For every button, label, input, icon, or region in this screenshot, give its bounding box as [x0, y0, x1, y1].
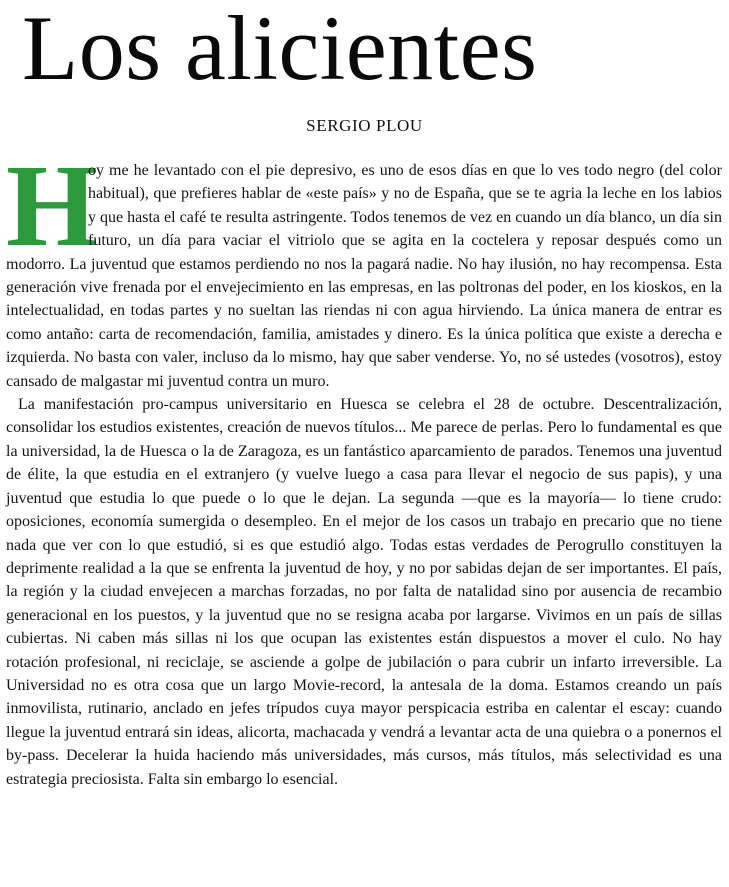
article-paragraph [6, 140, 722, 393]
article-paragraph: La manifestación pro-campus universitario en Huesca se celebra el 28 de octubre. Descentralización, consolidar los estudios existentes, creación de nuevos títulos... Me parece de perlas. Pero lo fundamental es que la universidad, la de Huesca o la de Zaragoza, es un fantástico aparcamiento de parados. Tenemos una juventud de élite, la que estudia en el extranjero (y vuelve luego a casa para llevar el negocio de sus papis), y una juventud que estudia lo que puede o lo que le dejan. La segunda —que es la mayoría— lo tiene crudo: oposiciones, economía sumergida o desempleo. En el mejor de los casos un trabajo en precario que no tiene nada que ver con lo que estudió, si es que estudió algo. Todas estas verdades de Perogrullo constituyen la deprimente realidad a la que se enfrenta la juventud de hoy, y no por sabidas dejan de ser importantes. El país, la región y la ciudad envejecen a marchas forzadas, no por falta de natalidad sino por ausencia de recambio generacional en los puestos, y la juventud que no se resigna acaba por largarse. Vivimos en un país de sillas cubiertas. Ni caben más sillas ni los que ocupan las existentes están dispuestos a mover el culo. No hay rotación profesional, ni reciclaje, se asciende a golpe de jubilación o para cubrir un infarto irreversible. La Universidad no es otra cosa que un largo Movie-record, la antesala de la doma. Estamos creando un país inmovilista, rutinario, anclado en jefes trípudos cuya mayor perspicacia estriba en calentar el escay: cuando llegue la juventud entrará sin ideas, alicorta, machacada y vendrá a levantar acta de una quiebra o a ponernos el by-pass. Decelerar la huida haciendo más universidades, más cursos, más títulos, más selectividad es una estrategia preciosista. Falta sin embargo lo esencial. [6, 396, 722, 788]
article-byline: SERGIO PLOU [306, 116, 423, 135]
article-body [6, 140, 722, 791]
paragraph-text: oy me he levantado con el pie depresivo, es uno de esos días en que lo ves todo negro (del color habitual), que prefieres hablar de «este país» y no de España, que se te agria la leche en los labios y que hasta el café te resulta astringente. Todos tenemos de vez en cuando un día blanco, un día sin futuro, un día para vaciar el vitriolo que se agita en la coctelera y reposar después como un modorro. La juventud que estamos perdiendo no nos la pagará nadie. No hay ilusión, no hay recompensa. Esta generación vive frenada por el envejecimiento en las empresas, en las poltronas del poder, en los kioskos, en la intelectualidad, en todas partes y no sueltan las riendas ni con agua hirviendo. La única manera de entrar es como antaño: carta de recomendación, familia, amistades y dinero. Es la única política que existe a derecha e izquierda. No basta con valer, incluso da lo mismo, hay que saber venderse. Yo, no sé ustedes (vosotros), estoy cansado de malgastar mi juventud contra un muro. [6, 162, 722, 390]
article-title: Los alicientes [22, 0, 538, 99]
drop-cap: H [6, 140, 98, 271]
